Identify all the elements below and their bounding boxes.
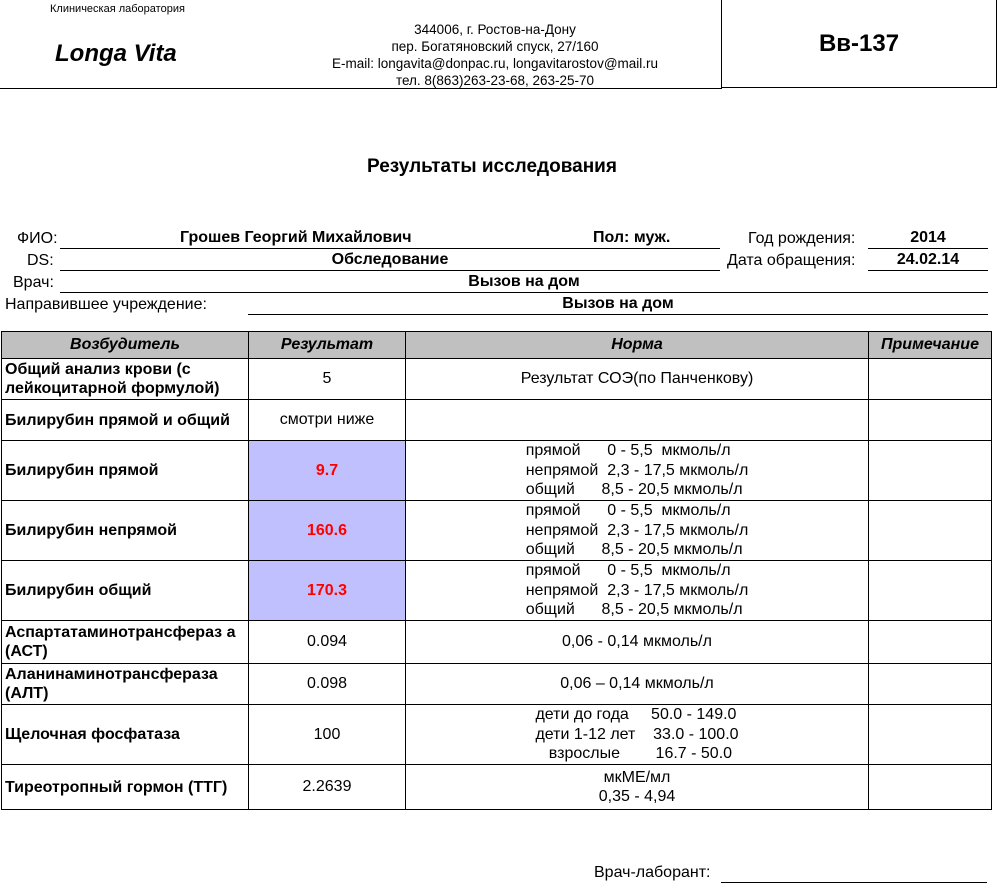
- table-header-row: [2, 332, 992, 359]
- test-note: [869, 765, 992, 810]
- table-row: [2, 561, 992, 621]
- table-row: [2, 400, 992, 441]
- test-norm: дети до года 50.0 - 149.0 дети 1-12 лет 33.0 - 100.0 взрослые 16.7 - 50.0: [535, 706, 739, 763]
- referrer-label: Направившее учреждение:: [5, 296, 207, 313]
- birth-value: 2014: [910, 229, 946, 246]
- test-note: [869, 501, 992, 561]
- test-norm: [406, 400, 869, 441]
- table-row: [2, 441, 992, 501]
- col-header-result: Результат: [249, 332, 406, 359]
- table-row: [2, 359, 992, 400]
- test-name: Билирубин прямой и общий: [2, 400, 249, 441]
- brand-logo: Longa Vita: [55, 40, 177, 67]
- test-norm: мкМЕ/мл 0,35 - 4,94: [598, 769, 676, 805]
- table-row: [2, 664, 992, 705]
- test-result: 5: [249, 359, 406, 400]
- phone-line: тел. 8(863)263-23-68, 263-25-70: [395, 73, 595, 88]
- test-note: [869, 705, 992, 765]
- test-result-highlighted: 9.7: [249, 441, 406, 501]
- birth-label: Год рождения:: [748, 230, 856, 247]
- col-header-norm: Норма: [406, 332, 869, 359]
- table-row: [2, 621, 992, 664]
- fio-value: Грошев Георгий Михайлович: [180, 229, 412, 246]
- sample-code: Вв-137: [721, 0, 997, 88]
- date-value: 24.02.14: [896, 251, 960, 268]
- test-norm: 0,06 – 0,14 мкмоль/л: [406, 664, 869, 705]
- doctor-value: Вызов на дом: [468, 273, 580, 290]
- test-name: Аланинаминотрансфераза (АЛТ): [2, 664, 249, 705]
- ds-value: Обследование: [331, 251, 449, 268]
- test-name: Общий анализ крови (с лейкоцитарной формулой): [2, 359, 249, 400]
- table-row: [2, 501, 992, 561]
- test-result-highlighted: 160.6: [249, 501, 406, 561]
- page-title: Результаты исследования: [367, 156, 617, 177]
- fio-underline: [60, 248, 720, 249]
- test-note: [869, 621, 992, 664]
- test-name: Тиреотропный гормон (ТТГ): [2, 765, 249, 810]
- test-result: 0.094: [249, 621, 406, 664]
- signature-line: [721, 882, 987, 883]
- test-name: Аспартатаминотрансфераз а (АСТ): [2, 621, 249, 664]
- test-name: Билирубин прямой: [2, 441, 249, 501]
- table-row: [2, 765, 992, 810]
- test-note: [869, 561, 992, 621]
- birth-underline: [868, 248, 988, 249]
- referrer-value: Вызов на дом: [562, 295, 674, 312]
- date-label: Дата обращения:: [727, 252, 856, 269]
- test-result: 100: [249, 705, 406, 765]
- test-result: 0.098: [249, 664, 406, 705]
- test-result-highlighted: 170.3: [249, 561, 406, 621]
- test-note: [869, 441, 992, 501]
- test-norm: Результат СОЭ(по Панченкову): [406, 359, 869, 400]
- test-result: 2.2639: [249, 765, 406, 810]
- email-line: E-mail: longavita@donpac.ru, longavitarostov@mail.ru: [331, 56, 659, 71]
- lab-type: Клиническая лаборатория: [50, 3, 185, 15]
- address-line: 344006, г. Ростов-на-Дону: [414, 22, 576, 37]
- signature-label: Врач-лаборант:: [594, 864, 711, 881]
- address-line: пер. Богатяновский спуск, 27/160: [391, 39, 599, 54]
- referrer-underline: [248, 314, 988, 315]
- results-table: [1, 331, 992, 810]
- test-name: Щелочная фосфатаза: [2, 705, 249, 765]
- test-norm: 0,06 - 0,14 мкмоль/л: [406, 621, 869, 664]
- test-note: [869, 359, 992, 400]
- sex-value: Пол: муж.: [593, 229, 671, 246]
- table-row: [2, 705, 992, 765]
- doctor-underline: [60, 292, 988, 293]
- header-divider: [0, 88, 722, 89]
- test-result: смотри ниже: [249, 400, 406, 441]
- col-header-note: Примечание: [869, 332, 992, 359]
- test-name: Билирубин непрямой: [2, 501, 249, 561]
- fio-label: ФИО:: [17, 230, 58, 247]
- test-note: [869, 400, 992, 441]
- ds-underline: [60, 270, 720, 271]
- test-note: [869, 664, 992, 705]
- test-name: Билирубин общий: [2, 561, 249, 621]
- doctor-label: Врач:: [13, 274, 54, 291]
- date-underline: [868, 270, 988, 271]
- ds-label: DS:: [27, 252, 54, 269]
- address-block: [300, 21, 690, 89]
- test-norm: прямой 0 - 5,5 мкмоль/л непрямой 2,3 - 17,5 мкмоль/л общий 8,5 - 20,5 мкмоль/л: [525, 502, 749, 559]
- test-norm: прямой 0 - 5,5 мкмоль/л непрямой 2,3 - 17,5 мкмоль/л общий 8,5 - 20,5 мкмоль/л: [525, 562, 749, 619]
- col-header-agent: Возбудитель: [2, 332, 249, 359]
- test-norm: прямой 0 - 5,5 мкмоль/л непрямой 2,3 - 17,5 мкмоль/л общий 8,5 - 20,5 мкмоль/л: [525, 442, 749, 499]
